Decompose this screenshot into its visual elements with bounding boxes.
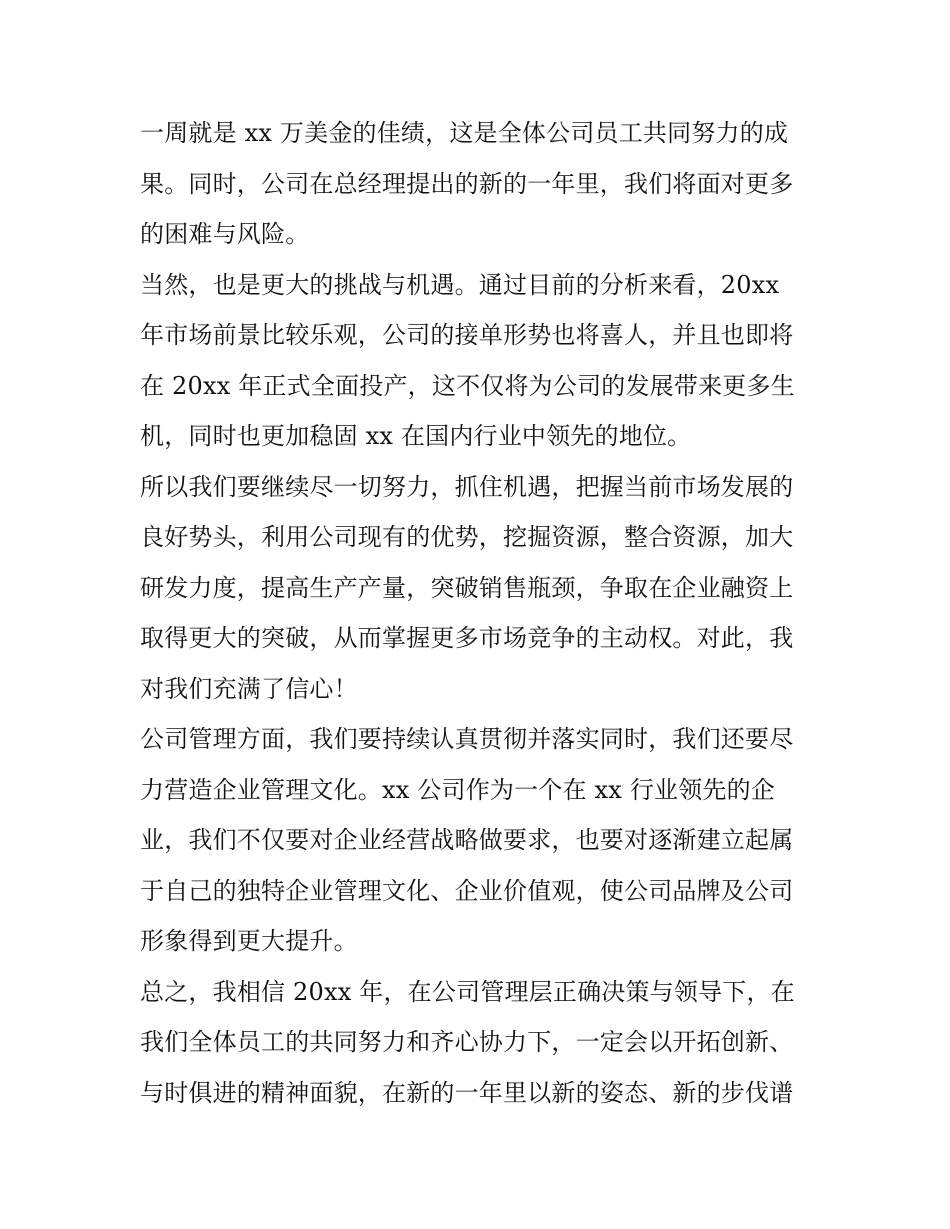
text-line: 所以我们要继续尽一切努力，抓住机遇，把握当前市场发展的 <box>140 472 794 501</box>
text-line: 在 20xx 年正式全面投产，这不仅将为公司的发展带来更多生 <box>140 371 795 400</box>
text-line: 一周就是 xx 万美金的佳绩，这是全体公司员工共同努力的成 <box>140 119 789 147</box>
text-line: 取得更大的突破，从而掌握更多市场竞争的主动权。对此，我 <box>140 624 794 652</box>
text-line: 公司管理方面，我们要持续认真贯彻并落实同时，我们还要尽 <box>140 725 794 753</box>
text-line: 业，我们不仅要对企业经营战略做要求，也要对逐渐建立起属 <box>140 826 794 854</box>
text-line: 总之，我相信 20xx 年，在公司管理层正确决策与领导下，在 <box>140 977 795 1006</box>
text-line: 研发力度，提高生产产量，突破销售瓶颈，争取在企业融资上 <box>140 573 794 602</box>
text-line: 对我们充满了信心！ <box>140 674 358 703</box>
text-line: 力营造企业管理文化。xx 公司作为一个在 xx 行业领先的企 <box>140 775 776 804</box>
text-line: 的困难与风险。 <box>140 220 310 248</box>
text-line: 果。同时，公司在总经理提出的新的一年里，我们将面对更多 <box>140 169 794 198</box>
text-line: 当然，也是更大的挑战与机遇。通过目前的分析来看，20xx <box>140 270 780 299</box>
text-line: 与时俱进的精神面貌，在新的一年里以新的姿态、新的步伐谱 <box>140 1078 794 1107</box>
text-line: 机，同时也更加稳固 xx 在国内行业中领先的地位。 <box>140 422 692 450</box>
text-line: 于自己的独特企业管理文化、企业价值观，使公司品牌及公司 <box>140 876 794 905</box>
text-line: 年市场前景比较乐观，公司的接单形势也将喜人，并且也即将 <box>140 321 794 349</box>
text-line: 形象得到更大提升。 <box>140 927 358 955</box>
text-line: 我们全体员工的共同努力和齐心协力下，一定会以开拓创新、 <box>140 1028 794 1056</box>
text-line: 良好势头，利用公司现有的优势，挖掘资源，整合资源，加大 <box>140 523 794 551</box>
document-body <box>140 108 820 1118</box>
